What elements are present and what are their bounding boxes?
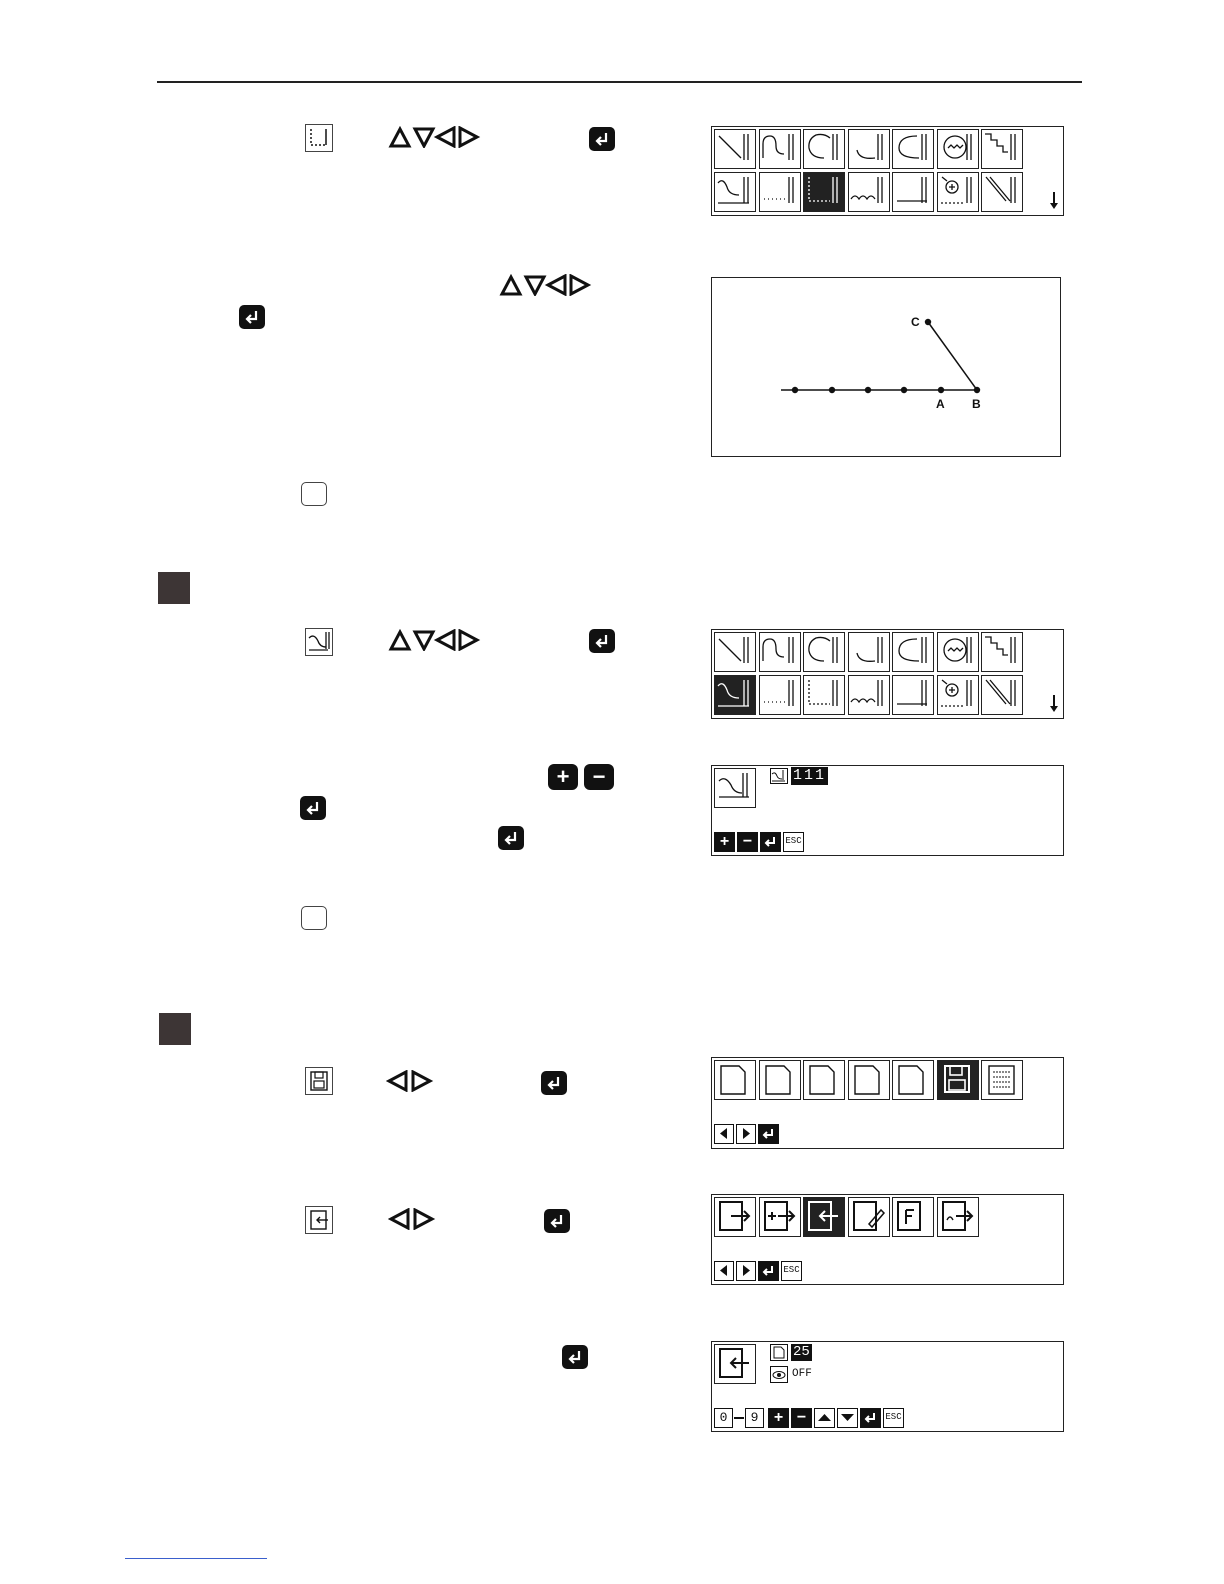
esc-key[interactable]: ESC	[783, 832, 804, 852]
down-key[interactable]	[837, 1408, 858, 1428]
direction-keys-icon	[388, 126, 482, 153]
enter-key-icon	[562, 1345, 588, 1369]
magnify-point-icon[interactable]	[937, 172, 979, 212]
enter-key-icon	[498, 826, 524, 850]
zero-key[interactable]: 0	[714, 1408, 733, 1428]
zigzag-circle-icon[interactable]	[937, 129, 979, 169]
plus-key-icon: +	[548, 764, 578, 790]
plus-key[interactable]: +	[768, 1408, 789, 1428]
stitch-count-value: 111	[793, 767, 827, 784]
disk-write-icon[interactable]	[714, 1197, 756, 1237]
curve-stitch-icon[interactable]	[848, 632, 890, 672]
straight-stitch-icon[interactable]	[714, 129, 756, 169]
disk-read-icon[interactable]	[803, 1197, 845, 1237]
minus-key[interactable]: −	[737, 832, 758, 852]
backtack-small-icon	[770, 768, 788, 784]
disk-edit-icon[interactable]	[848, 1197, 890, 1237]
left-key[interactable]	[714, 1261, 734, 1281]
diagonal-stitch-icon[interactable]	[981, 675, 1023, 715]
label-b: B	[972, 397, 981, 411]
edit-icon[interactable]	[714, 1060, 756, 1100]
left-right-keys-icon	[386, 1070, 434, 1097]
backtack-stitch-icon	[714, 768, 756, 808]
point-c	[925, 319, 931, 325]
section-marker	[158, 572, 190, 604]
direction-keys-icon	[499, 274, 593, 301]
disk-format-icon[interactable]	[892, 1197, 934, 1237]
circle-stitch-icon[interactable]	[803, 129, 845, 169]
enter-key-icon	[589, 629, 615, 653]
esc-key[interactable]: ESC	[781, 1261, 802, 1281]
plus-key[interactable]: +	[714, 832, 735, 852]
loop-stitch-icon[interactable]	[848, 172, 890, 212]
left-right-keys-icon	[388, 1208, 436, 1235]
straight-stitch-icon[interactable]	[714, 632, 756, 672]
file-number-icon	[770, 1344, 788, 1361]
left-key[interactable]	[714, 1124, 734, 1144]
corner-stitch-icon	[305, 124, 333, 152]
enter-key-icon	[300, 796, 326, 820]
range-dash	[734, 1417, 744, 1419]
list-icon[interactable]	[981, 1060, 1023, 1100]
step-stitch-icon[interactable]	[981, 632, 1023, 672]
blank-key-icon	[301, 906, 327, 930]
nine-key[interactable]: 9	[745, 1408, 764, 1428]
eye-icon	[770, 1366, 788, 1383]
enter-key-icon	[544, 1209, 570, 1233]
label-c: C	[911, 315, 920, 329]
disk-menu-panel	[711, 1194, 1064, 1285]
point-a	[938, 387, 944, 393]
point-b	[974, 387, 980, 393]
view-icon[interactable]	[759, 1060, 801, 1100]
disk-read-icon	[305, 1206, 333, 1234]
modify-icon[interactable]	[892, 1060, 934, 1100]
arc-stitch-icon[interactable]	[892, 632, 934, 672]
single-stitch-icon[interactable]	[892, 172, 934, 212]
enter-key[interactable]	[758, 1261, 779, 1281]
direction-keys-icon	[388, 629, 482, 656]
down-arrow-icon[interactable]	[1049, 694, 1059, 719]
enter-key[interactable]	[760, 832, 781, 852]
section-marker	[159, 1013, 191, 1045]
footer-link-rule	[125, 1558, 267, 1559]
view-state: OFF	[792, 1368, 812, 1380]
backtack-stitch-icon[interactable]	[714, 172, 756, 212]
magnify-point-icon[interactable]	[937, 675, 979, 715]
right-key[interactable]	[736, 1261, 756, 1281]
corner-stitch-icon[interactable]	[803, 675, 845, 715]
backtack-stitch-icon	[305, 628, 333, 656]
dotted-stitch-icon[interactable]	[759, 675, 801, 715]
disk-read-icon	[714, 1344, 756, 1384]
disk-append-icon[interactable]	[759, 1197, 801, 1237]
stitch-menu-panel	[711, 629, 1064, 719]
enter-key[interactable]	[758, 1124, 779, 1144]
wave-stitch-icon[interactable]	[759, 632, 801, 672]
enter-key-icon	[541, 1071, 567, 1095]
point-diagram	[711, 277, 1061, 457]
header-rule	[157, 81, 1082, 83]
esc-key[interactable]: ESC	[883, 1408, 904, 1428]
loop-stitch-icon[interactable]	[848, 675, 890, 715]
file-number-value: 25	[793, 1344, 810, 1360]
enter-key[interactable]	[860, 1408, 881, 1428]
floppy-disk-icon[interactable]	[937, 1060, 979, 1100]
file-read-panel	[711, 1341, 1064, 1432]
single-stitch-icon[interactable]	[892, 675, 934, 715]
diagonal-stitch-icon[interactable]	[981, 172, 1023, 212]
minus-key-icon: −	[584, 764, 614, 790]
minus-key[interactable]: −	[791, 1408, 812, 1428]
wave-stitch-icon[interactable]	[759, 129, 801, 169]
right-key[interactable]	[736, 1124, 756, 1144]
backtack-stitch-icon[interactable]	[714, 675, 756, 715]
curve-stitch-icon[interactable]	[848, 129, 890, 169]
zigzag-circle-icon[interactable]	[937, 632, 979, 672]
stitch-count-panel	[711, 765, 1064, 856]
sew-icon[interactable]	[803, 1060, 845, 1100]
up-key[interactable]	[814, 1408, 835, 1428]
circle-stitch-icon[interactable]	[803, 632, 845, 672]
main-menu-panel	[711, 1057, 1064, 1149]
label-a: A	[936, 397, 945, 411]
blank-key-icon	[301, 482, 327, 506]
enter-key-icon	[589, 127, 615, 151]
step-stitch-icon[interactable]	[981, 129, 1023, 169]
dotted-stitch-icon[interactable]	[759, 172, 801, 212]
floppy-disk-icon	[305, 1067, 333, 1095]
settings-icon[interactable]	[848, 1060, 890, 1100]
corner-stitch-icon[interactable]	[803, 172, 845, 212]
arc-stitch-icon[interactable]	[892, 129, 934, 169]
enter-key-icon	[239, 305, 265, 329]
disk-name-icon[interactable]	[937, 1197, 979, 1237]
stitch-menu-panel	[711, 126, 1064, 216]
down-arrow-icon[interactable]	[1049, 191, 1059, 216]
